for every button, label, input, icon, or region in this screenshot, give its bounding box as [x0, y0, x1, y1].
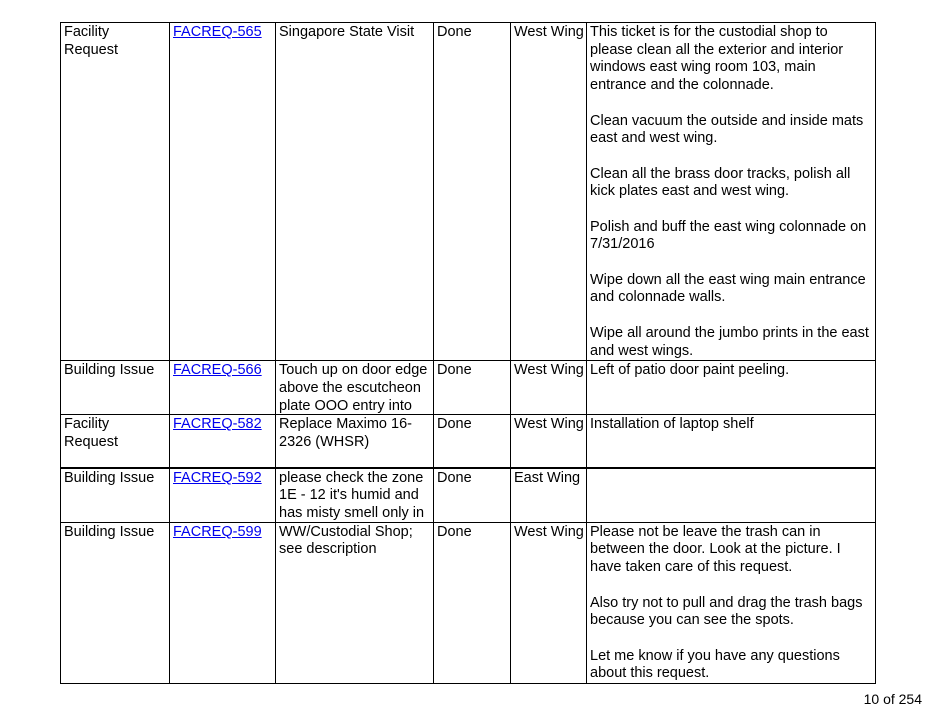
issue-description-cell	[587, 522, 876, 683]
issue-key-link[interactable]: FACREQ-592	[173, 469, 262, 486]
issue-summary: Singapore State Visit	[279, 24, 415, 40]
description-paragraph: Also try not to pull and drag the trash bags because you can see the spots.	[590, 594, 863, 629]
issue-location: West Wing	[514, 24, 584, 40]
issue-type: Building Issue	[64, 523, 155, 540]
description-paragraph: Installation of laptop shelf	[590, 416, 754, 433]
issue-status: Done	[437, 416, 472, 433]
table-row	[61, 361, 876, 415]
issue-location-cell	[511, 361, 587, 415]
issue-type-cell	[61, 23, 170, 361]
table-row	[61, 468, 876, 523]
description-paragraph: Wipe down all the east wing main entrance and colonnade walls.	[590, 271, 866, 306]
issue-key-cell	[170, 23, 276, 361]
issue-type: Facility Request	[64, 24, 119, 58]
issue-key-link[interactable]: FACREQ-582	[173, 416, 262, 433]
issue-location-cell	[511, 522, 587, 683]
issue-key-link[interactable]: FACREQ-565	[173, 24, 262, 40]
issue-location-cell	[511, 415, 587, 468]
issue-status-cell	[434, 415, 511, 468]
description-paragraph: Left of patio door paint peeling.	[590, 362, 790, 379]
issue-summary: please check the zone 1E - 12 it's humid and has misty smell only in	[279, 469, 425, 522]
issue-location-cell	[511, 23, 587, 361]
issue-summary: Touch up on door edge above the escutcheon plate OOO entry into	[279, 362, 428, 414]
description-paragraph: Please not be leave the trash can in between the door. Look at the picture. I have taken care of this request.	[590, 523, 841, 576]
description-paragraph: Wipe all around the jumbo prints in the east and west wings.	[590, 324, 869, 359]
issue-summary-cell	[276, 361, 434, 415]
issue-location-cell	[511, 468, 587, 523]
issue-status-cell	[434, 23, 511, 361]
issue-status: Done	[437, 24, 472, 40]
issue-summary-cell	[276, 468, 434, 523]
issue-key-cell	[170, 468, 276, 523]
page-number: 10 of 254	[863, 691, 922, 707]
issue-status: Done	[437, 523, 472, 540]
issue-location: West Wing	[514, 362, 584, 379]
issue-summary-cell	[276, 415, 434, 468]
issue-description-cell	[587, 361, 876, 415]
issue-type: Building Issue	[64, 469, 155, 486]
issue-type: Facility Request	[64, 416, 119, 450]
issue-type-cell	[61, 468, 170, 523]
table-row	[61, 415, 876, 468]
issue-location: West Wing	[514, 416, 584, 433]
issue-type-cell	[61, 361, 170, 415]
issue-summary: WW/Custodial Shop; see description	[279, 523, 413, 558]
issue-status: Done	[437, 362, 472, 379]
issue-key-link[interactable]: FACREQ-566	[173, 362, 262, 379]
description-paragraph: Let me know if you have any questions about this request.	[590, 647, 840, 682]
description-paragraph: This ticket is for the custodial shop to please clean all the exterior and interior windows east wing room 103, main entrance and the colonnade.	[590, 24, 844, 94]
issue-status-cell	[434, 361, 511, 415]
issue-key-cell	[170, 415, 276, 468]
issue-summary: Replace Maximo 16-2326 (WHSR)	[279, 416, 412, 450]
issue-key-cell	[170, 361, 276, 415]
description-paragraph: Polish and buff the east wing colonnade on 7/31/2016	[590, 218, 867, 253]
issue-description-cell	[587, 23, 876, 361]
description-paragraph: Clean all the brass door tracks, polish all kick plates east and west wing.	[590, 165, 851, 200]
issue-key-cell	[170, 522, 276, 683]
issue-status-cell	[434, 468, 511, 523]
issues-table	[60, 22, 876, 684]
issue-type-cell	[61, 522, 170, 683]
issue-summary-cell	[276, 23, 434, 361]
issue-summary-cell	[276, 522, 434, 683]
table-row	[61, 23, 876, 361]
issue-status-cell	[434, 522, 511, 683]
issue-description-cell	[587, 468, 876, 523]
issue-location: West Wing	[514, 523, 584, 540]
issue-description-cell	[587, 415, 876, 468]
issue-type: Building Issue	[64, 362, 155, 379]
issue-location: East Wing	[514, 469, 581, 486]
issue-key-link[interactable]: FACREQ-599	[173, 523, 262, 540]
issue-status: Done	[437, 469, 472, 486]
issue-type-cell	[61, 415, 170, 468]
table-row	[61, 522, 876, 683]
description-paragraph: Clean vacuum the outside and inside mats east and west wing.	[590, 112, 864, 147]
